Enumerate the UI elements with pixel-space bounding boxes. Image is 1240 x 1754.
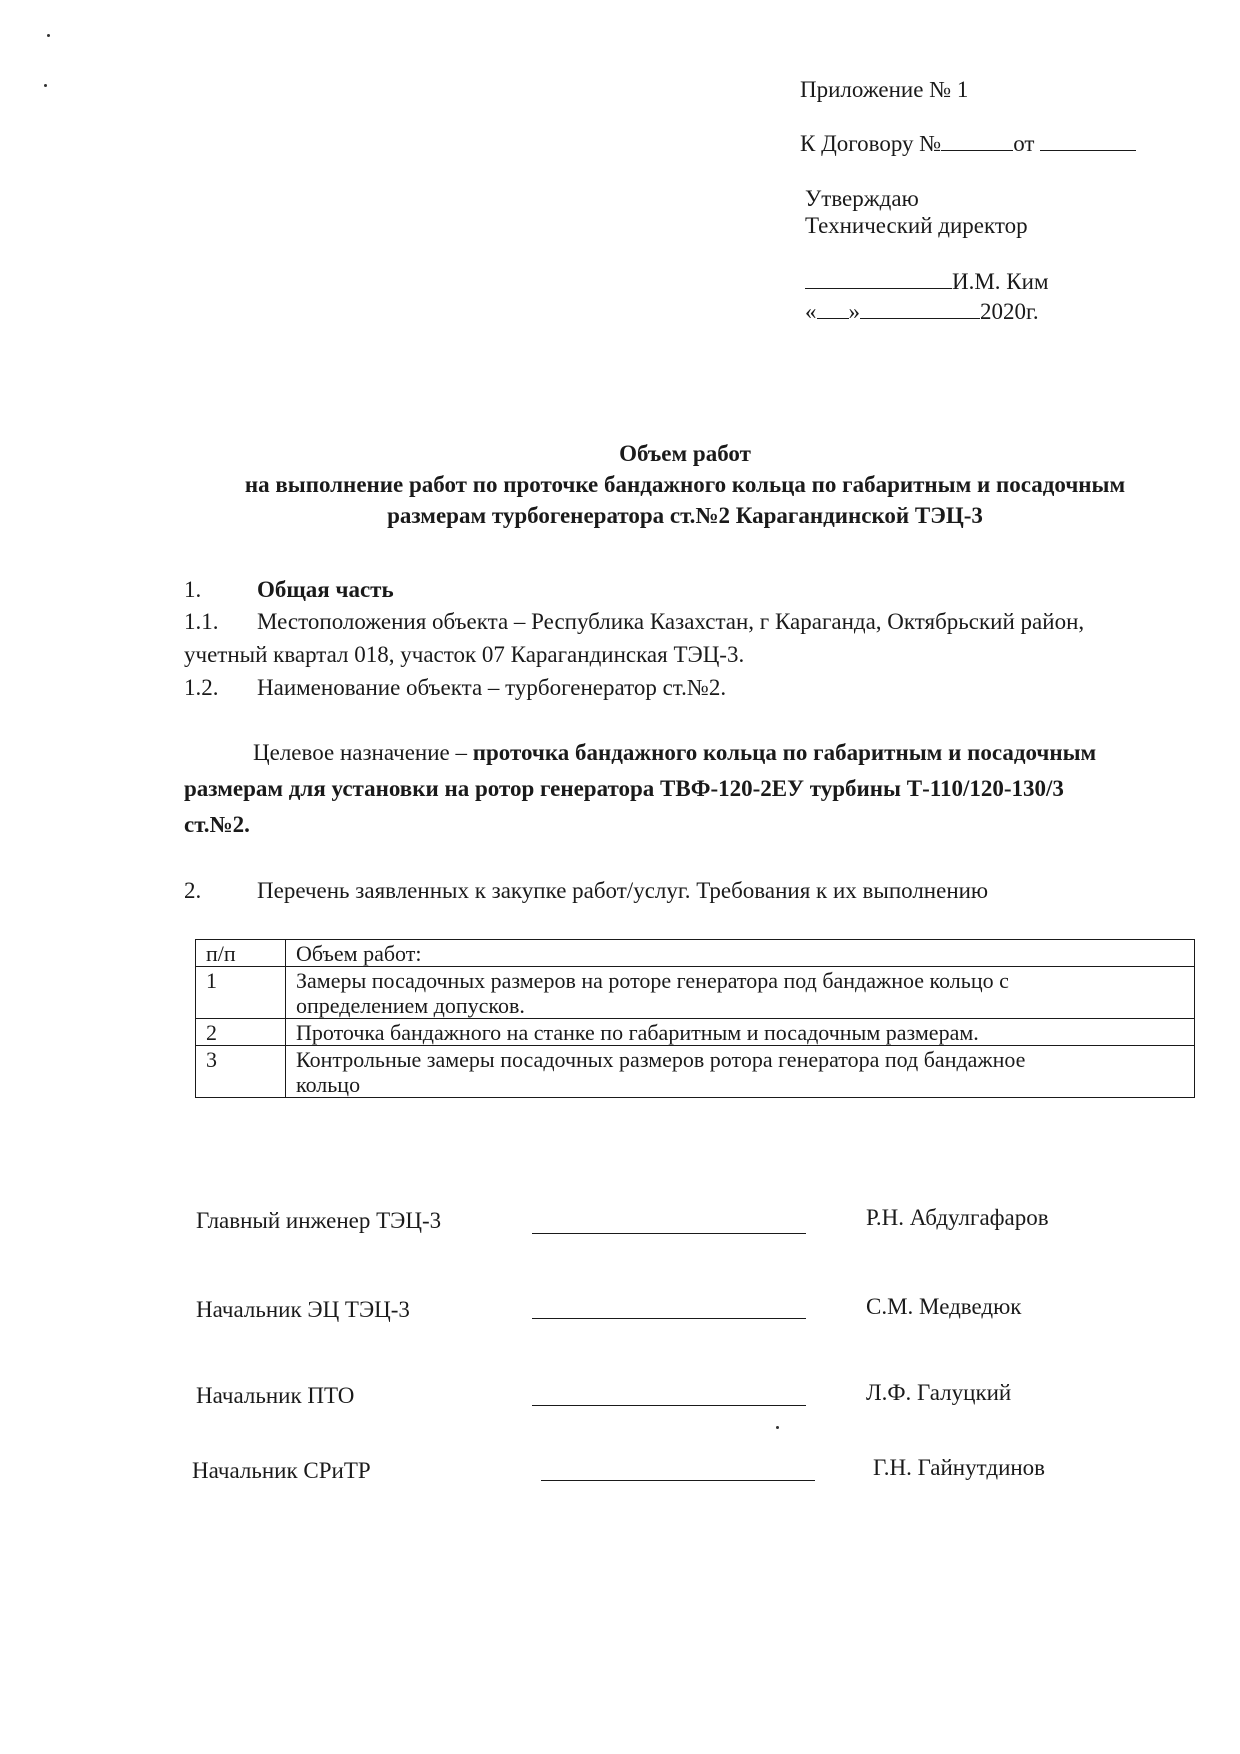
item-1-2-number: 1.2. [184, 675, 219, 700]
item-1-1-text-line-1: Местоположения объекта – Республика Казахстан, г Караганда, Октябрьский район, [257, 609, 1085, 634]
date-open-quote: « [805, 299, 817, 324]
row-number: 2 [196, 1019, 286, 1046]
signature-name: Л.Ф. Галуцкий [866, 1380, 1012, 1405]
works-table [195, 939, 1195, 1098]
section-2-number: 2. [184, 878, 202, 903]
purpose-line-1 [253, 738, 1096, 768]
date-day-blank [817, 298, 849, 319]
signature-position: Начальник ЭЦ ТЭЦ-3 [196, 1297, 410, 1322]
approver-position: Технический директор [805, 213, 1028, 238]
contract-number-blank [941, 130, 1013, 151]
contract-from: от [1013, 131, 1035, 156]
scan-speck [44, 84, 47, 87]
contract-reference [800, 130, 1136, 158]
signature-name: Р.Н. Абдулгафаров [866, 1205, 1049, 1230]
signature-position: Главный инженер ТЭЦ-3 [196, 1208, 442, 1233]
scan-speck [47, 34, 50, 37]
row-description-line: Проточка бандажного на станке по габаритным и посадочным размерам. [296, 1020, 979, 1045]
document-title [160, 438, 1210, 531]
approver-signature [805, 268, 1049, 296]
row-number: 3 [196, 1046, 286, 1098]
table-row [196, 967, 1195, 1019]
section-2-text: Перечень заявленных к закупке работ/услуг. Требования к их выполнению [257, 878, 989, 903]
date-month-blank [860, 298, 980, 319]
approver-signature-blank [805, 268, 952, 289]
signature-line [532, 1405, 806, 1406]
table-row [196, 1019, 1195, 1046]
table-header-scope: Объем работ: [286, 940, 1195, 967]
purpose-text-1: проточка бандажного кольца по габаритным и посадочным [472, 740, 1097, 765]
item-1-1-number: 1.1. [184, 609, 219, 634]
table-header-number: п/п [196, 940, 286, 967]
row-description-line: Контрольные замеры посадочных размеров ротора генератора под бандажное [296, 1047, 1026, 1072]
approval-label: Утверждаю [805, 186, 919, 211]
date-year: 2020г. [980, 299, 1039, 324]
approver-name: И.М. Ким [952, 269, 1049, 294]
title-line-2: на выполнение работ по проточке бандажного кольца по габаритным и посадочным [244, 472, 1126, 497]
section-1-number: 1. [184, 577, 202, 602]
purpose-label: Целевое назначение – [253, 740, 473, 765]
signature-position: Начальник СРиТР [192, 1458, 371, 1483]
scan-speck [776, 1426, 779, 1429]
table-header-row [196, 940, 1195, 967]
signature-line [532, 1318, 806, 1319]
signature-line [541, 1480, 815, 1481]
title-line-1: Объем работ [619, 441, 751, 466]
row-description [286, 967, 1195, 1019]
signature-position: Начальник ПТО [196, 1383, 355, 1408]
row-number: 1 [196, 967, 286, 1019]
signature-name: Г.Н. Гайнутдинов [873, 1455, 1046, 1480]
row-description-line: Замеры посадочных размеров на роторе генератора под бандажное кольцо с [296, 968, 1009, 993]
table-row [196, 1046, 1195, 1098]
date-close-quote: » [848, 299, 860, 324]
contract-prefix: К Договору № [800, 131, 942, 156]
contract-date-blank [1040, 130, 1136, 151]
row-description [286, 1019, 1195, 1046]
item-1-2-text: Наименование объекта – турбогенератор ст.№2. [257, 675, 727, 700]
row-description-line: определением допусков. [296, 993, 525, 1018]
signature-line [532, 1233, 806, 1234]
approval-date [805, 298, 1039, 326]
row-description-line: кольцо [296, 1072, 361, 1097]
purpose-line-3: ст.№2. [184, 812, 250, 837]
signature-name: С.М. Медведюк [866, 1294, 1022, 1319]
appendix-number: Приложение № 1 [800, 77, 969, 102]
section-1-heading: Общая часть [257, 577, 394, 602]
purpose-line-2: размерам для установки на ротор генератора ТВФ-120-2ЕУ турбины Т-110/120-130/3 [184, 776, 1064, 801]
title-line-3: размерам турбогенератора ст.№2 Карагандинской ТЭЦ-3 [387, 503, 983, 528]
row-description [286, 1046, 1195, 1098]
item-1-1-text-line-2: учетный квартал 018, участок 07 Карагандинская ТЭЦ-3. [184, 642, 745, 667]
